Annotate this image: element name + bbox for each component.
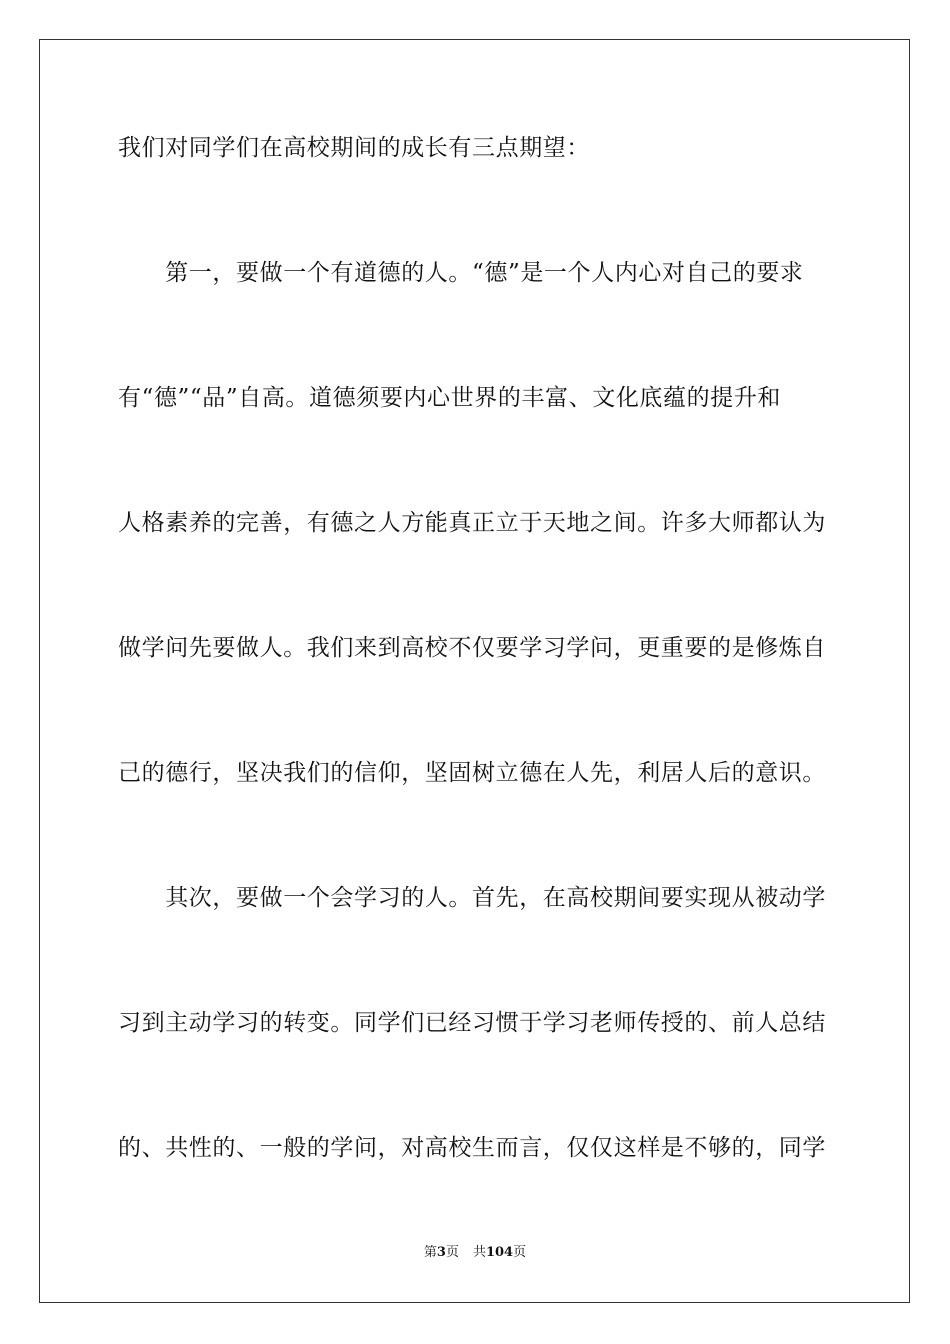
page-prefix: 第	[423, 1245, 437, 1260]
total-suffix: 页	[513, 1245, 527, 1260]
paragraph-line: 己的德行，坚决我们的信仰，坚固树立德在人先，利居人后的意识。	[118, 760, 826, 786]
paragraph-line: 人格素养的完善，有德之人方能真正立于天地之间。许多大师都认为	[118, 510, 826, 536]
paragraph-line: 其次，要做一个会学习的人。首先，在高校期间要实现从被动学	[118, 885, 826, 911]
paragraph-line: 第一，要做一个有道德的人。“德”是一个人内心对自己的要求	[118, 260, 804, 286]
page-border	[39, 39, 910, 1303]
paragraph-line: 的、共性的、一般的学问，对高校生而言，仅仅这样是不够的，同学	[118, 1135, 826, 1161]
paragraph-line: 我们对同学们在高校期间的成长有三点期望：	[118, 135, 590, 161]
page-suffix: 页	[445, 1245, 459, 1260]
page-number: 3	[436, 1245, 446, 1260]
page-footer	[0, 1244, 950, 1262]
paragraph-line: 习到主动学习的转变。同学们已经习惯于学习老师传授的、前人总结	[118, 1010, 826, 1036]
paragraph-line: 做学问先要做人。我们来到高校不仅要学习学问，更重要的是修炼自	[118, 635, 826, 661]
total-pages: 104	[485, 1245, 514, 1260]
total-prefix: 共	[472, 1245, 486, 1260]
paragraph-line: 有“德”“品”自高。道德须要内心世界的丰富、文化底蕴的提升和	[118, 385, 782, 411]
